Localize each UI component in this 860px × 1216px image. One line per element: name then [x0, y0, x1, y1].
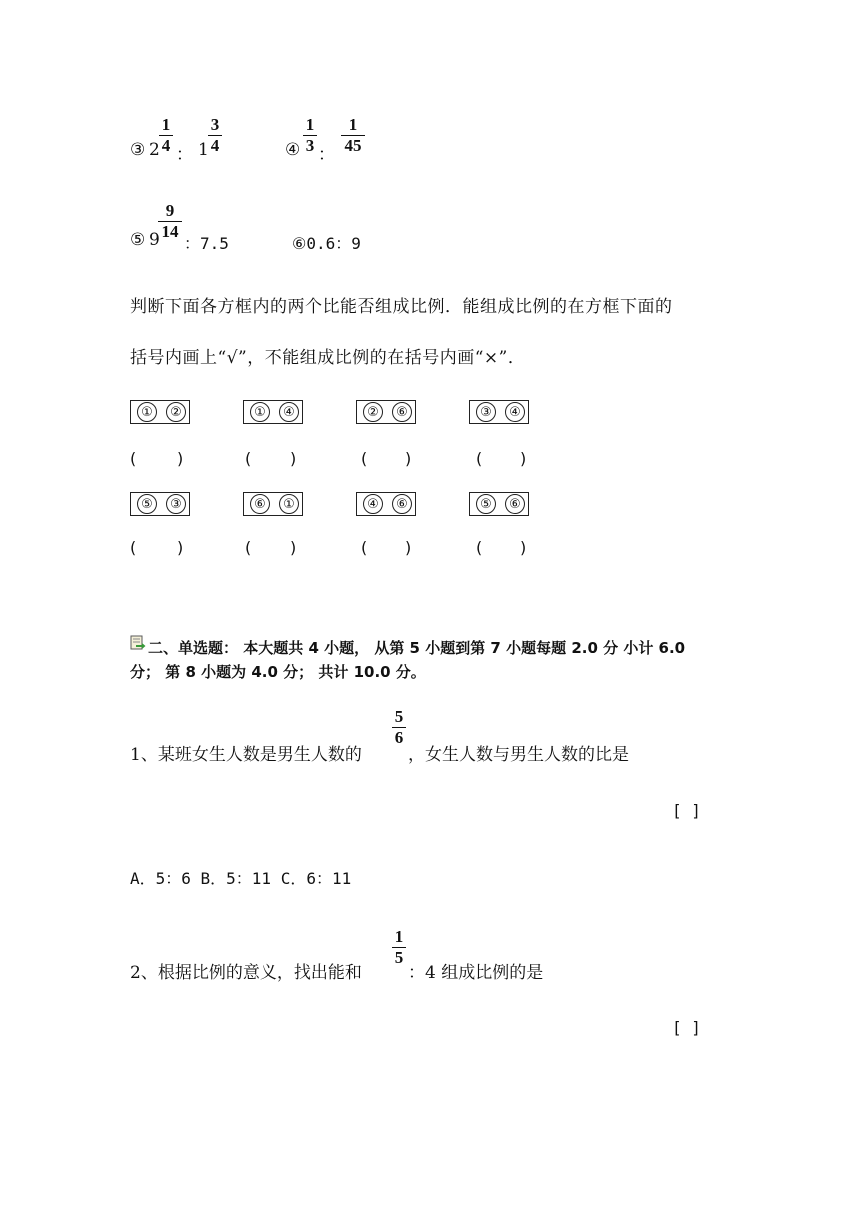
question-2-suffix: ：4 组成比例的是 — [408, 963, 544, 983]
box-item: ① — [250, 402, 270, 422]
denominator: 45 — [344, 136, 362, 155]
numerator: 5 — [394, 707, 404, 726]
question-1-options: A．5：6 B．5：11 C．6：11 — [130, 869, 352, 888]
denominator: 6 — [394, 728, 404, 747]
ratio-4-fraction-1 — [303, 116, 317, 155]
box-item: ⑥ — [392, 402, 412, 422]
denominator: 14 — [161, 222, 179, 241]
denominator: 3 — [305, 136, 315, 155]
box-item: ④ — [279, 402, 299, 422]
question-1-prefix: 1、某班女生人数是男生人数的 — [130, 745, 362, 765]
ratio-5-whole1: 9 — [149, 230, 160, 250]
ratio-box — [469, 400, 529, 424]
question-2-prefix: 2、根据比例的意义，找出能和 — [130, 963, 362, 983]
numerator: 1 — [394, 927, 404, 946]
numerator: 3 — [210, 115, 220, 134]
document-arrow-icon — [130, 635, 146, 651]
denominator: 5 — [394, 948, 404, 967]
box-item: ⑤ — [137, 494, 157, 514]
box-item: ③ — [166, 494, 186, 514]
ratio-box — [130, 400, 190, 424]
answer-paren-close[interactable]: ) — [520, 449, 527, 468]
answer-paren-close[interactable]: ) — [290, 538, 297, 557]
box-item: ⑥ — [392, 494, 412, 514]
numerator: 1 — [305, 115, 315, 134]
ratio-3-whole2: 1 — [198, 140, 209, 160]
answer-paren-open: ( — [130, 449, 137, 468]
ratio-3-whole1: 2 — [149, 140, 160, 160]
ratio-4-colon: ： — [318, 145, 335, 165]
question-1-answer-bracket[interactable]: [ ] — [672, 801, 701, 820]
answer-paren-open: ( — [361, 449, 368, 468]
question-2-fraction — [392, 928, 406, 967]
ratio-3-fraction-2 — [208, 116, 222, 155]
answer-paren-open: ( — [130, 538, 137, 557]
section-2-heading-line-2: 分； 第 8 小题为 4.0 分； 共计 10.0 分。 — [130, 663, 426, 681]
answer-paren-open: ( — [361, 538, 368, 557]
answer-paren-open: ( — [476, 449, 483, 468]
box-item: ② — [363, 402, 383, 422]
ratio-5-fraction — [158, 202, 182, 241]
answer-paren-open: ( — [245, 449, 252, 468]
denominator: 4 — [161, 136, 171, 155]
numerator: 1 — [161, 115, 171, 134]
box-item: ④ — [363, 494, 383, 514]
ratio-box — [243, 400, 303, 424]
ratio-5-marker: ⑤ — [130, 230, 146, 250]
ratio-box — [469, 492, 529, 516]
answer-paren-close[interactable]: ) — [405, 449, 412, 468]
question-2-answer-bracket[interactable]: [ ] — [672, 1018, 701, 1037]
answer-paren-close[interactable]: ) — [290, 449, 297, 468]
ratio-3-fraction-1 — [159, 116, 173, 155]
box-item: ⑥ — [505, 494, 525, 514]
box-item: ⑤ — [476, 494, 496, 514]
ratio-3-marker: ③ — [130, 140, 146, 160]
box-item: ④ — [505, 402, 525, 422]
ratio-5-rest: ：7.5 — [184, 234, 229, 253]
answer-paren-close[interactable]: ) — [177, 449, 184, 468]
section-2-heading-line-1: 二、单选题： 本大题共 4 小题， 从第 5 小题到第 7 小题每题 2.0 分 小计 6.0 — [148, 639, 686, 657]
box-item: ⑥ — [250, 494, 270, 514]
numerator: 9 — [165, 201, 175, 220]
box-item: ① — [279, 494, 299, 514]
box-item: ① — [137, 402, 157, 422]
denominator: 4 — [210, 136, 220, 155]
box-item: ③ — [476, 402, 496, 422]
ratio-box — [243, 492, 303, 516]
answer-paren-close[interactable]: ) — [405, 538, 412, 557]
ratio-box — [356, 492, 416, 516]
question-1-suffix: ，女生人数与男生人数的比是 — [408, 745, 629, 765]
ratio-3-colon: ： — [176, 145, 193, 165]
answer-paren-close[interactable]: ) — [520, 538, 527, 557]
ratio-4-fraction-2 — [341, 116, 365, 155]
answer-paren-open: ( — [476, 538, 483, 557]
box-item: ② — [166, 402, 186, 422]
answer-paren-open: ( — [245, 538, 252, 557]
ratio-4-marker: ④ — [285, 140, 301, 160]
numerator: 1 — [348, 115, 358, 134]
answer-paren-close[interactable]: ) — [177, 538, 184, 557]
question-1-fraction — [392, 708, 406, 747]
ratio-6: ⑥0.6：9 — [292, 234, 361, 253]
ratio-box — [130, 492, 190, 516]
instruction-line-2: 括号内画上“√”，不能组成比例的在括号内画“×”． — [130, 348, 526, 368]
instruction-line-1: 判断下面各方框内的两个比能否组成比例．能组成比例的在方框下面的 — [130, 297, 673, 317]
ratio-box — [356, 400, 416, 424]
